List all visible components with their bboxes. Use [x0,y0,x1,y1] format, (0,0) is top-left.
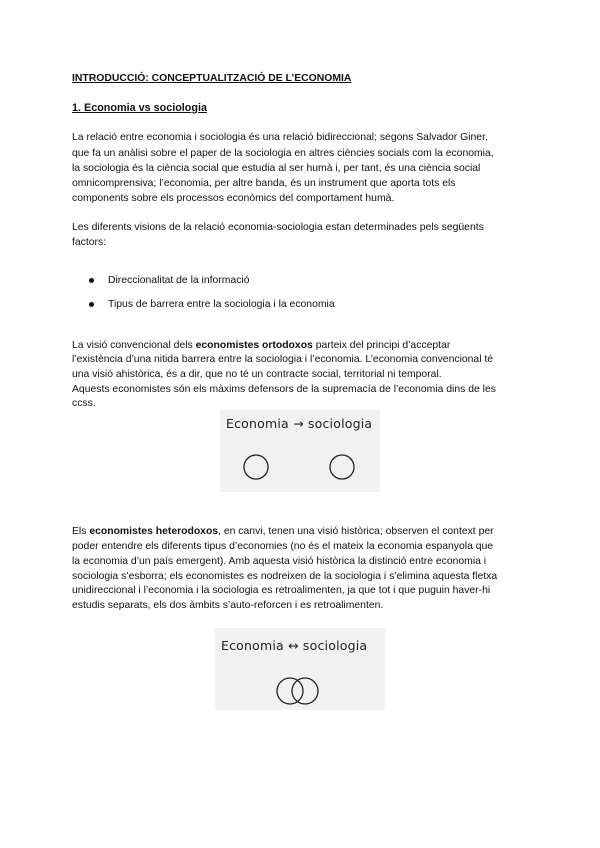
paragraph-line: una visió ahistòrica, és a dir, que no té un contracte social, territorial ni temporal. [72,369,442,380]
paragraph-line: unidireccional i l’economia i la sociologia es retroalimenten, ja que tot i que puguin haver-hi [72,585,491,596]
diagram-bidirectional [215,628,385,710]
diagram-unidirectional [220,410,380,492]
bold-term: economistes heterodoxos [89,526,219,537]
separate-circles [220,410,380,492]
list-item-label: Tipus de barrera entre la sociologia i la economia [108,299,335,310]
economia-circle [277,678,303,704]
bullet-icon [89,278,94,283]
overlapping-circles [215,628,385,710]
paragraph-line: que fa un anàlisi sobre el paper de la sociologia en altres ciències socials com la economia, [72,148,494,159]
paragraph-line: la sociologia és la ciència social que estudia al ser humà i, per tant, és una ciència social [72,163,481,174]
text-run: parteix del principi d’acceptar [312,340,451,351]
text-run: La visió convencional dels [72,340,196,351]
diagram-caption: Economia ↔ sociologia [221,638,368,653]
sociologia-circle [330,455,354,479]
paragraph-line [72,524,494,539]
paragraph-line [72,338,450,353]
paragraph-line: ccss. [72,398,96,409]
paragraph-line: la economia d’un país emergent). Amb aquesta visió històrica la distinció entre economia i [72,556,487,567]
bold-term: economistes ortodoxos [195,340,313,351]
paragraph-line: Aquests economistes són els màxims defensors de la supremacía de l’economia dins de les [72,384,496,395]
paragraph-line: poder entendre els diferents tipus d’economies (no és el mateix la economia espanyola que [72,541,494,552]
paragraph-line: omnicomprensiva; l’economia, per altre banda, és un instrument que aporta tots els [72,178,456,189]
paragraph-line: Les diferents visions de la relació economia-sociologia estan determinades pels següents [72,222,484,233]
list-item-label: Direccionalitat de la informació [108,275,250,286]
section-heading: 1. Economia vs sociologia [72,102,208,114]
paragraph-line: components sobre els processos econòmics del comportament humà. [72,193,395,204]
sociologia-circle [292,678,318,704]
diagram-caption: Economia → sociologia [226,416,373,431]
economia-circle [244,455,268,479]
text-run: Els [72,526,90,537]
paragraph-line: l’existència d’una nitida barrera entre la sociologia i l’economia. L’economia convencional té [72,354,494,365]
paragraph-line: estudis separats, els dos àmbits s’auto-reforcen i es retroalimenten. [72,600,384,611]
paragraph-line: La relació entre economia i sociologia és una relació bidireccional; segons Salvador Giner, [72,132,488,143]
paragraph-line: sociologia s’esborra; els economistes es nodreixen de la sociologia i s’elimina aquesta fletxa [72,571,498,582]
bullet-icon [89,302,94,307]
document-title: INTRODUCCIÓ: CONCEPTUALITZACIÓ DE L’ECONOMIA [72,73,352,84]
text-run: , en canvi, tenen una visió històrica; observen el context per [218,526,494,537]
paragraph-line: factors: [72,237,107,248]
